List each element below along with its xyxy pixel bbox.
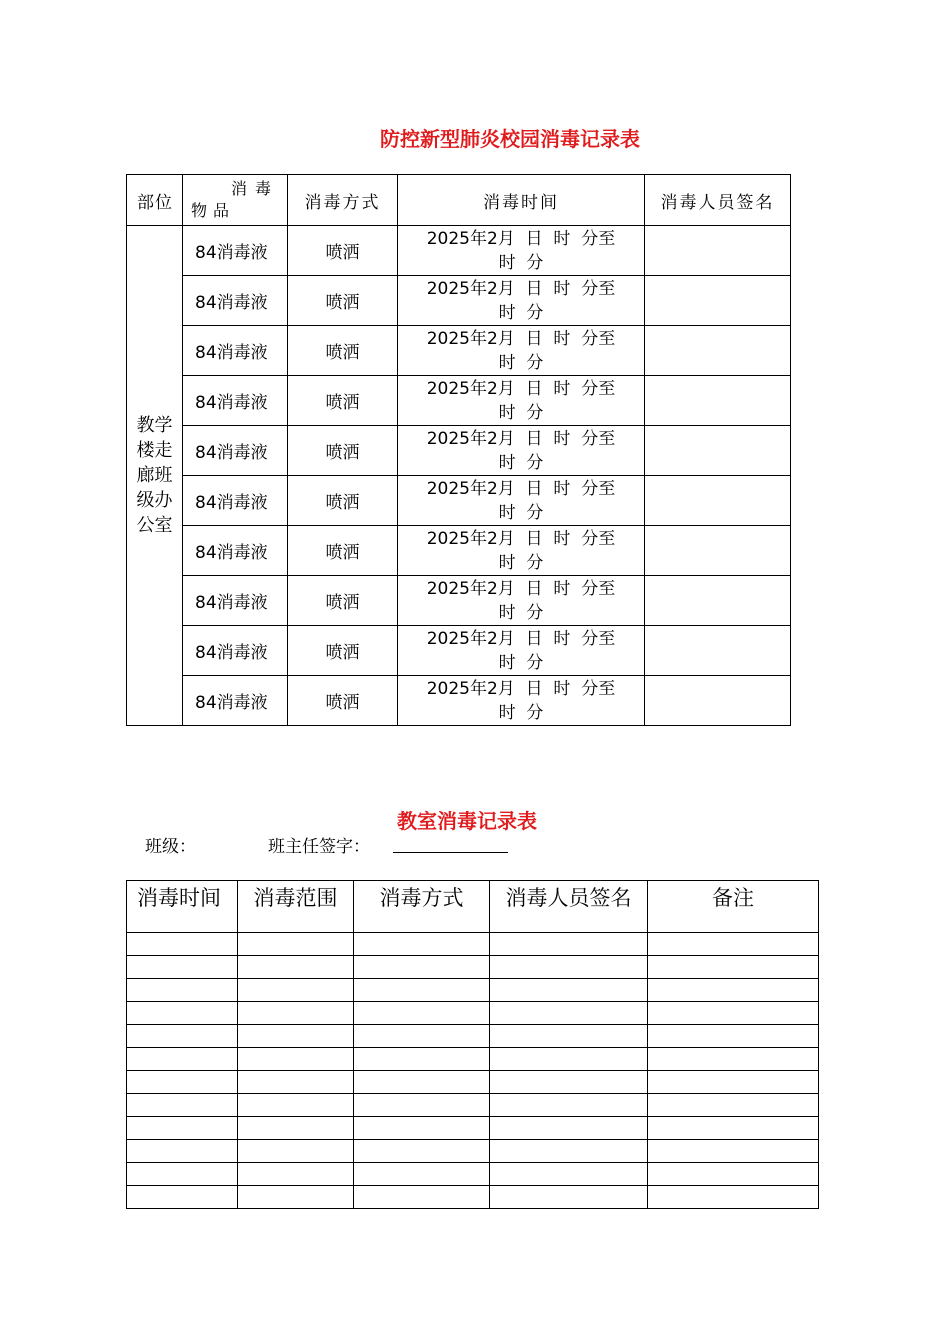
blank-cell[interactable] <box>127 1163 238 1186</box>
table2-header-cell: 消毒时间 <box>127 881 238 933</box>
blank-cell[interactable] <box>490 1163 648 1186</box>
table-row <box>127 1140 819 1163</box>
signature-cell[interactable] <box>645 226 791 276</box>
blank-cell[interactable] <box>490 1094 648 1117</box>
blank-cell[interactable] <box>648 1002 819 1025</box>
blank-cell[interactable] <box>127 1186 238 1209</box>
signature-cell[interactable] <box>645 626 791 676</box>
method-cell: 喷洒 <box>288 526 398 576</box>
campus-disinfection-table <box>126 174 791 726</box>
table-row <box>127 476 791 526</box>
teacher-signature-label: 班主任签字： <box>268 837 370 857</box>
time-cell: 2025年2月 日 时 分至 时 分 <box>398 526 645 576</box>
item-cell: 84消毒液 <box>183 276 288 326</box>
location-cell: 教学楼走廊班级办公室 <box>127 226 183 726</box>
table-row <box>127 526 791 576</box>
blank-cell[interactable] <box>354 979 490 1002</box>
blank-cell[interactable] <box>354 1140 490 1163</box>
blank-cell[interactable] <box>238 1025 354 1048</box>
table-row <box>127 676 791 726</box>
table2-header-cell: 消毒人员签名 <box>490 881 648 933</box>
time-cell: 2025年2月 日 时 分至 时 分 <box>398 226 645 276</box>
table-row <box>127 276 791 326</box>
item-cell: 84消毒液 <box>183 676 288 726</box>
blank-cell[interactable] <box>490 1186 648 1209</box>
method-cell: 喷洒 <box>288 476 398 526</box>
blank-cell[interactable] <box>127 1002 238 1025</box>
table-row <box>127 1094 819 1117</box>
item-cell: 84消毒液 <box>183 626 288 676</box>
blank-cell[interactable] <box>238 956 354 979</box>
header-item-line2: 物品 <box>191 201 236 220</box>
method-cell: 喷洒 <box>288 576 398 626</box>
header-signature: 消毒人员签名 <box>645 175 791 226</box>
table2-title: 教室消毒记录表 <box>397 809 537 833</box>
blank-cell[interactable] <box>648 933 819 956</box>
table2-header-cell: 备注 <box>648 881 819 933</box>
blank-cell[interactable] <box>238 1140 354 1163</box>
table-row <box>127 576 791 626</box>
blank-cell[interactable] <box>127 1071 238 1094</box>
method-cell: 喷洒 <box>288 276 398 326</box>
table-row <box>127 1048 819 1071</box>
blank-cell[interactable] <box>127 1048 238 1071</box>
table1-header-row <box>127 175 791 226</box>
method-cell: 喷洒 <box>288 676 398 726</box>
blank-cell[interactable] <box>127 933 238 956</box>
table2-header-cell: 消毒方式 <box>354 881 490 933</box>
blank-cell[interactable] <box>648 1117 819 1140</box>
table-row <box>127 376 791 426</box>
blank-cell[interactable] <box>238 1071 354 1094</box>
blank-cell[interactable] <box>354 1163 490 1186</box>
class-label: 班级： <box>145 837 196 857</box>
blank-cell[interactable] <box>490 1048 648 1071</box>
table-row <box>127 1186 819 1209</box>
signature-cell[interactable] <box>645 326 791 376</box>
blank-cell[interactable] <box>127 956 238 979</box>
blank-cell[interactable] <box>238 1186 354 1209</box>
blank-cell[interactable] <box>354 1002 490 1025</box>
blank-cell[interactable] <box>490 979 648 1002</box>
blank-cell[interactable] <box>490 933 648 956</box>
table-row <box>127 426 791 476</box>
blank-cell[interactable] <box>238 1048 354 1071</box>
item-cell: 84消毒液 <box>183 576 288 626</box>
blank-cell[interactable] <box>354 1071 490 1094</box>
time-cell: 2025年2月 日 时 分至 时 分 <box>398 626 645 676</box>
table-row <box>127 1071 819 1094</box>
blank-cell[interactable] <box>127 1140 238 1163</box>
blank-cell[interactable] <box>648 1186 819 1209</box>
blank-cell[interactable] <box>490 956 648 979</box>
method-cell: 喷洒 <box>288 376 398 426</box>
table-row <box>127 1002 819 1025</box>
blank-cell[interactable] <box>354 1094 490 1117</box>
blank-cell[interactable] <box>648 1048 819 1071</box>
blank-cell[interactable] <box>354 933 490 956</box>
blank-cell[interactable] <box>490 1002 648 1025</box>
table-row <box>127 1163 819 1186</box>
method-cell: 喷洒 <box>288 426 398 476</box>
method-cell: 喷洒 <box>288 226 398 276</box>
blank-cell[interactable] <box>127 1025 238 1048</box>
time-cell: 2025年2月 日 时 分至 时 分 <box>398 376 645 426</box>
blank-cell[interactable] <box>127 1117 238 1140</box>
item-cell: 84消毒液 <box>183 226 288 276</box>
blank-cell[interactable] <box>490 1117 648 1140</box>
blank-cell[interactable] <box>648 956 819 979</box>
method-cell: 喷洒 <box>288 326 398 376</box>
blank-cell[interactable] <box>648 1140 819 1163</box>
time-cell: 2025年2月 日 时 分至 时 分 <box>398 426 645 476</box>
blank-cell[interactable] <box>648 1094 819 1117</box>
blank-cell[interactable] <box>238 1094 354 1117</box>
blank-cell[interactable] <box>354 1048 490 1071</box>
blank-cell[interactable] <box>490 1071 648 1094</box>
time-cell: 2025年2月 日 时 分至 时 分 <box>398 276 645 326</box>
time-cell: 2025年2月 日 时 分至 时 分 <box>398 676 645 726</box>
blank-cell[interactable] <box>238 933 354 956</box>
time-cell: 2025年2月 日 时 分至 时 分 <box>398 576 645 626</box>
method-cell: 喷洒 <box>288 626 398 676</box>
signature-cell[interactable] <box>645 676 791 726</box>
table1-title: 防控新型肺炎校园消毒记录表 <box>380 127 640 151</box>
blank-cell[interactable] <box>490 1140 648 1163</box>
blank-cell[interactable] <box>354 956 490 979</box>
blank-cell[interactable] <box>490 1025 648 1048</box>
blank-cell[interactable] <box>648 1071 819 1094</box>
signature-cell[interactable] <box>645 376 791 426</box>
header-time: 消毒时间 <box>398 175 645 226</box>
table-row <box>127 1025 819 1048</box>
table2-header-row <box>127 881 819 933</box>
blank-cell[interactable] <box>354 1117 490 1140</box>
classroom-disinfection-table <box>126 880 819 1209</box>
blank-cell[interactable] <box>238 1117 354 1140</box>
table-row <box>127 1117 819 1140</box>
blank-cell[interactable] <box>648 1025 819 1048</box>
header-item <box>183 175 288 226</box>
item-cell: 84消毒液 <box>183 326 288 376</box>
time-cell: 2025年2月 日 时 分至 时 分 <box>398 326 645 376</box>
header-item-line1: 消毒 <box>230 179 279 198</box>
blank-cell[interactable] <box>354 1025 490 1048</box>
table-row <box>127 933 819 956</box>
item-cell: 84消毒液 <box>183 426 288 476</box>
header-location: 部位 <box>127 175 183 226</box>
item-cell: 84消毒液 <box>183 376 288 426</box>
signature-cell[interactable] <box>645 576 791 626</box>
blank-cell[interactable] <box>238 979 354 1002</box>
blank-cell[interactable] <box>648 1163 819 1186</box>
blank-cell[interactable] <box>127 1094 238 1117</box>
blank-cell[interactable] <box>127 979 238 1002</box>
item-cell: 84消毒液 <box>183 476 288 526</box>
signature-cell[interactable] <box>645 526 791 576</box>
table-row <box>127 226 791 276</box>
item-cell: 84消毒液 <box>183 526 288 576</box>
blank-cell[interactable] <box>354 1186 490 1209</box>
blank-cell[interactable] <box>238 1163 354 1186</box>
teacher-signature-line[interactable] <box>393 852 508 853</box>
signature-cell[interactable] <box>645 276 791 326</box>
header-method: 消毒方式 <box>288 175 398 226</box>
blank-cell[interactable] <box>238 1002 354 1025</box>
signature-cell[interactable] <box>645 426 791 476</box>
blank-cell[interactable] <box>648 979 819 1002</box>
table-row <box>127 956 819 979</box>
table2-header-cell: 消毒范围 <box>238 881 354 933</box>
table-row <box>127 626 791 676</box>
time-cell: 2025年2月 日 时 分至 时 分 <box>398 476 645 526</box>
table-row <box>127 326 791 376</box>
table-row <box>127 979 819 1002</box>
signature-cell[interactable] <box>645 476 791 526</box>
